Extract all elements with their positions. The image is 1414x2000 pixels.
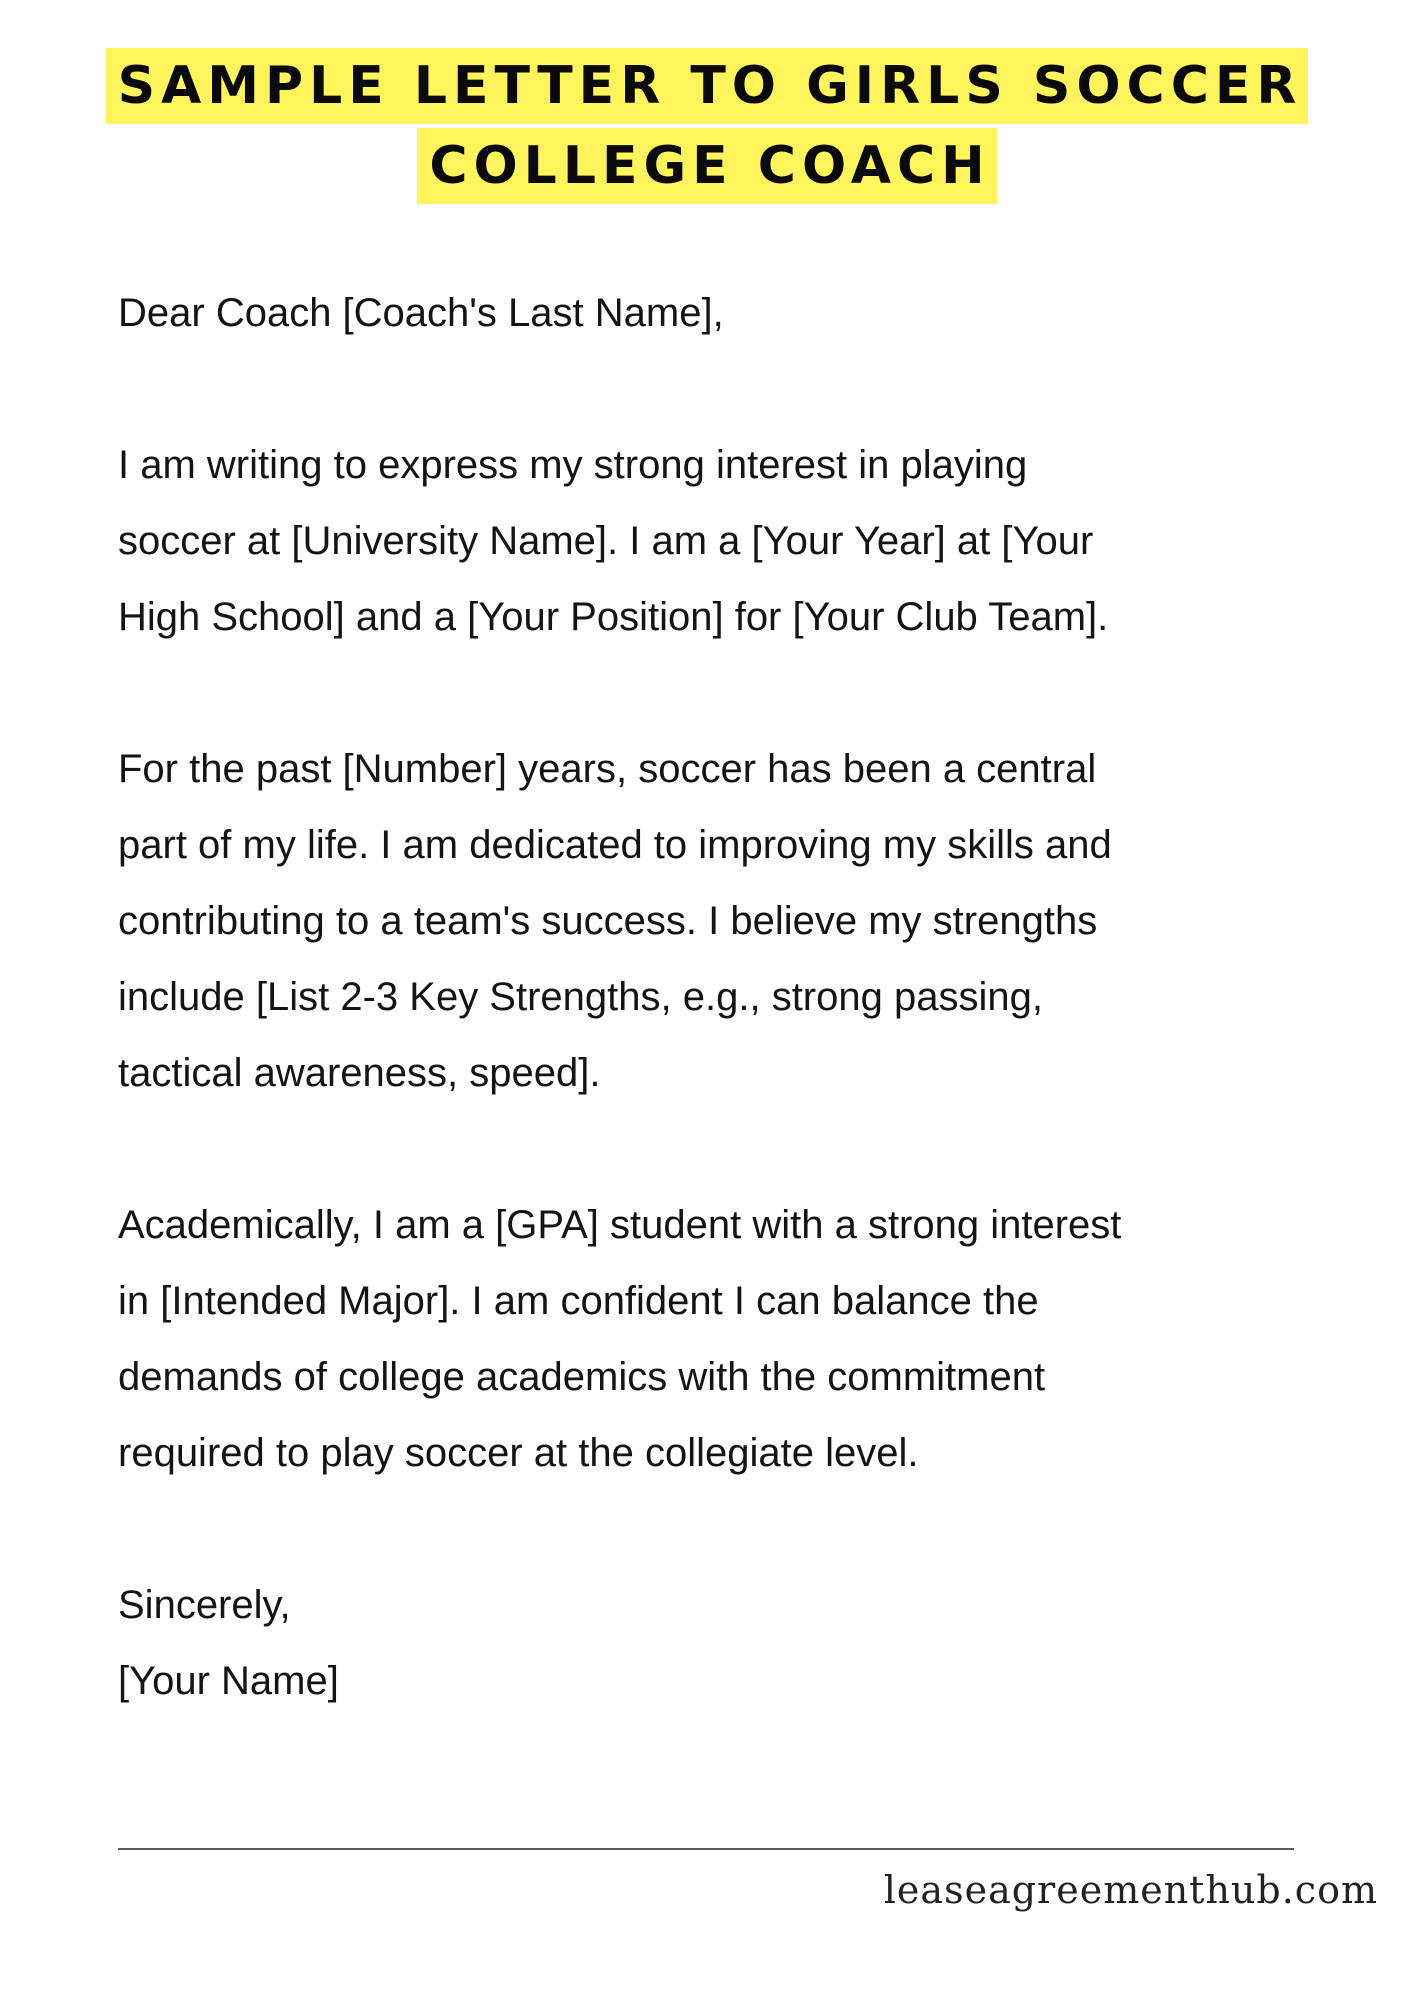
- paragraph-experience: [118, 731, 1348, 1111]
- paragraph-intro: [118, 427, 1348, 655]
- paragraph-line: required to play soccer at the collegiate level.: [118, 1431, 919, 1475]
- closing: Sincerely,: [118, 1583, 291, 1627]
- paragraph-line: contributing to a team's success. I believe my strengths: [118, 899, 1098, 943]
- spacer: [118, 1491, 1348, 1567]
- paragraph-line: soccer at [University Name]. I am a [Your Year] at [Your: [118, 519, 1094, 563]
- signature: [Your Name]: [118, 1659, 339, 1703]
- paragraph-line: in [Intended Major]. I am confident I can balance the: [118, 1279, 1039, 1323]
- paragraph-line: part of my life. I am dedicated to improving my skills and: [118, 823, 1112, 867]
- paragraph-line: include [List 2-3 Key Strengths, e.g., strong passing,: [118, 975, 1043, 1019]
- title-line-2: COLLEGE COACH: [417, 128, 996, 204]
- footer-divider: [118, 1848, 1294, 1850]
- paragraph-academics: [118, 1187, 1348, 1491]
- document-title: [0, 48, 1414, 204]
- paragraph-line: Academically, I am a [GPA] student with a strong interest: [118, 1203, 1122, 1247]
- salutation: Dear Coach [Coach's Last Name],: [118, 291, 724, 335]
- title-line-1: SAMPLE LETTER TO GIRLS SOCCER: [106, 48, 1309, 124]
- letter-body: [118, 275, 1348, 1719]
- spacer: [118, 351, 1348, 427]
- spacer: [118, 1111, 1348, 1187]
- spacer: [118, 655, 1348, 731]
- paragraph-line: tactical awareness, speed].: [118, 1051, 601, 1095]
- paragraph-line: For the past [Number] years, soccer has been a central: [118, 747, 1097, 791]
- paragraph-line: High School] and a [Your Position] for [Your Club Team].: [118, 595, 1109, 639]
- footer-website: leaseagreementhub.com: [883, 1868, 1378, 1912]
- paragraph-line: I am writing to express my strong interest in playing: [118, 443, 1028, 487]
- paragraph-line: demands of college academics with the commitment: [118, 1355, 1046, 1399]
